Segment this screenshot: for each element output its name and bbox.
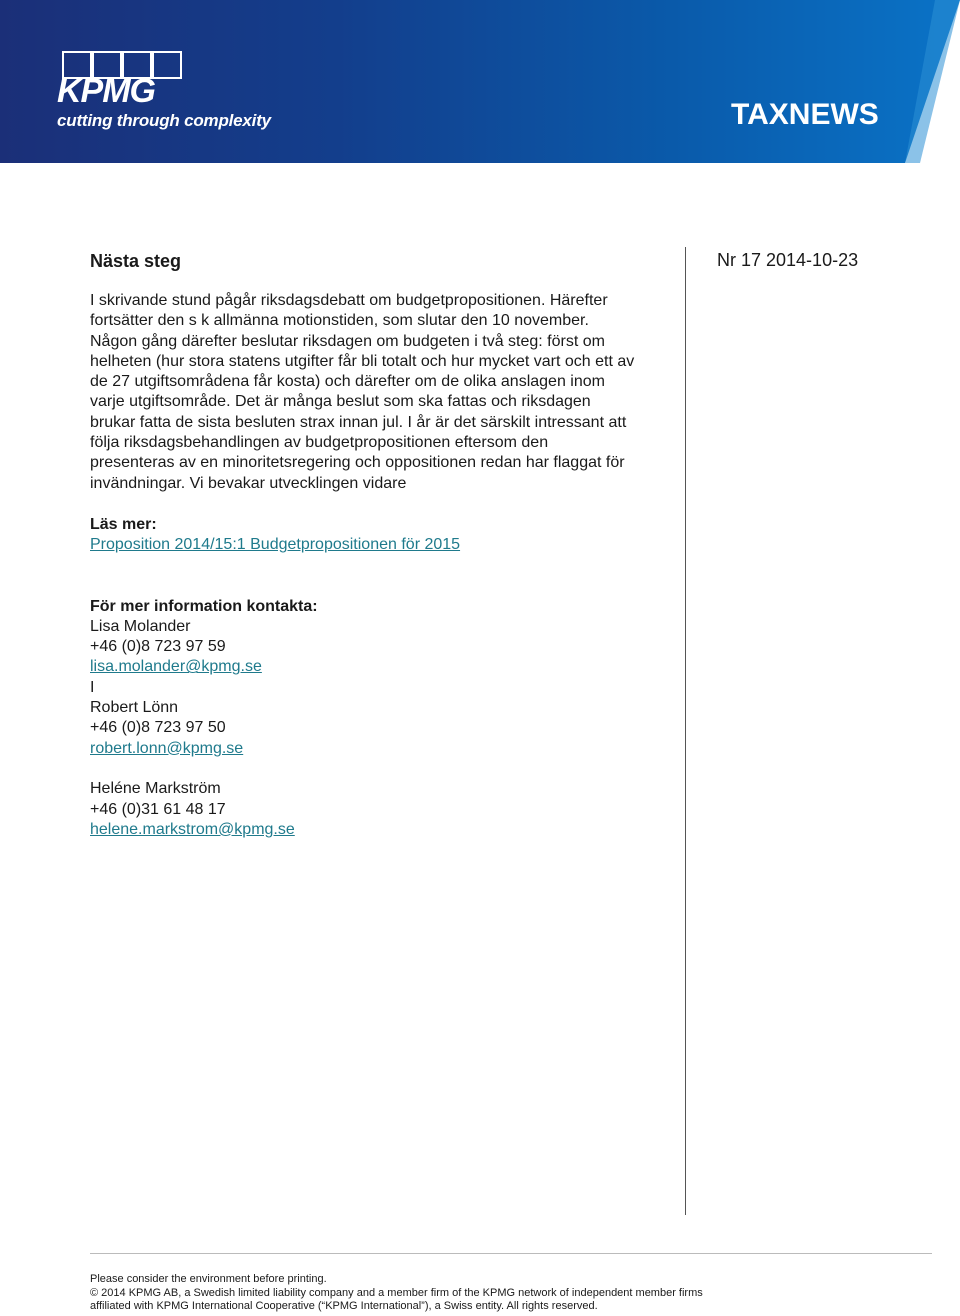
footer-affiliation: affiliated with KPMG International Cooperative (“KPMG International”), a Swiss entity. All rights reserved.	[90, 1300, 598, 1313]
contact-email-link[interactable]: lisa.molander@kpmg.se	[90, 658, 262, 676]
read-more-section	[90, 515, 675, 556]
kpmg-logo	[57, 50, 187, 104]
paragraph-line: I skrivande stund pågår riksdagsdebatt om budgetpropositionen. Härefter	[90, 292, 608, 309]
contact-label: För mer information kontakta:	[90, 597, 318, 615]
contact-section	[90, 597, 675, 841]
footer-copyright: © 2014 KPMG AB, a Swedish limited liability company and a member firm of the KPMG network of independent member firms	[90, 1286, 703, 1299]
read-more-label: Läs mer:	[90, 515, 157, 533]
spacer	[90, 759, 675, 779]
newsletter-title: TAXNEWS	[731, 98, 879, 131]
contact-name: Heléne Markström	[90, 780, 221, 798]
issue-number-date: Nr 17 2014-10-23	[717, 250, 859, 270]
paragraph-line: varje utgiftsområde. Det är många beslut som ska fattas och riksdagen	[90, 393, 591, 411]
paragraph-line: invändningar. Vi bevakar utvecklingen vidare	[90, 474, 407, 492]
paragraph-line: helheten (hur stora statens utgifter får bli totalt och hur mycket vart och ett av	[90, 352, 635, 370]
paragraph-line: fortsätter den s k allmänna motionstiden, som slutar den 10 november.	[90, 312, 589, 330]
tagline: cutting through complexity	[57, 111, 271, 130]
paragraph-line: brukar fatta de sista besluten strax innan jul. I år är det särskilt intressant att	[90, 413, 627, 431]
footer-divider	[90, 1253, 932, 1254]
contact-name: Lisa Molander	[90, 617, 191, 635]
contact-phone: +46 (0)8 723 97 50	[90, 719, 226, 737]
paragraph-line: presenteras av en minoritetsregering och oppositionen redan har flaggat för	[90, 454, 625, 472]
contact-phone: +46 (0)8 723 97 59	[90, 638, 226, 656]
paragraph-line: följa riksdagsbehandlingen av budgetpropositionen eftersom den	[90, 434, 549, 452]
footer	[90, 1273, 703, 1314]
contact-email-link[interactable]: robert.lonn@kpmg.se	[90, 739, 244, 757]
article-paragraph	[90, 291, 675, 494]
paragraph-line: Någon gång därefter beslutar riksdagen om budgeten i två steg: först om	[90, 332, 605, 350]
paragraph-line: de 27 utgiftsområdena får kosta) och därefter om de olika anslagen inom	[90, 373, 605, 391]
contact-name: Robert Lönn	[90, 699, 179, 717]
contact-separator: I	[90, 678, 95, 696]
footer-environment-note: Please consider the environment before printing.	[90, 1273, 327, 1285]
contact-email-link[interactable]: helene.markstrom@kpmg.se	[90, 820, 295, 838]
article	[90, 250, 675, 840]
article-heading: Nästa steg	[90, 251, 182, 271]
contact-phone: +46 (0)31 61 48 17	[90, 800, 226, 818]
proposition-link[interactable]: Proposition 2014/15:1 Budgetpropositionen för 2015	[90, 536, 461, 554]
logo-text: KPMG	[57, 72, 155, 104]
column-divider	[685, 247, 686, 1215]
